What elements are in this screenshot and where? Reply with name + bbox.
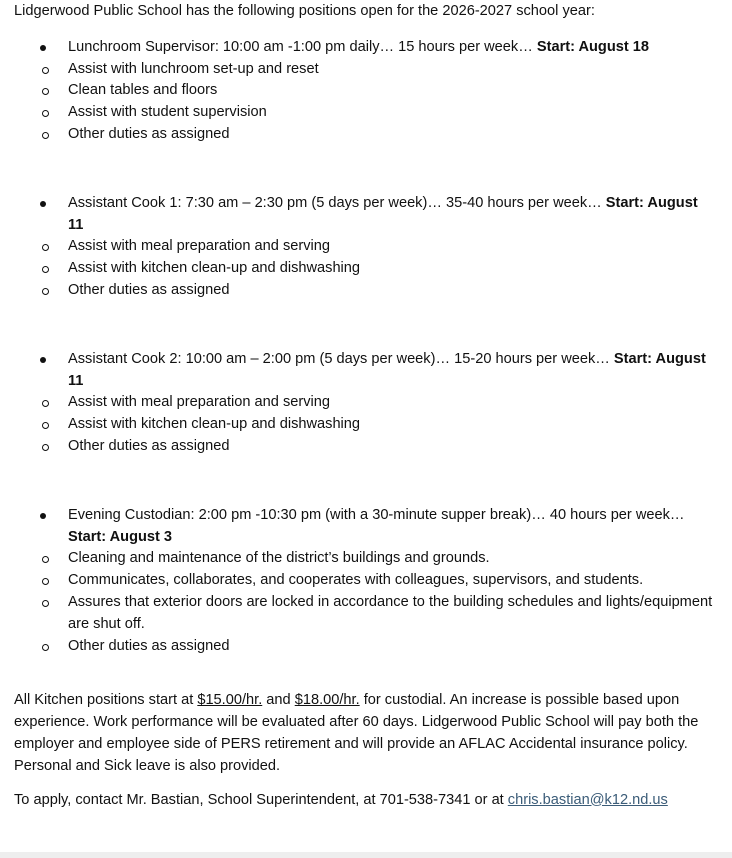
job-line xyxy=(68,37,714,59)
job-assistant-cook-2 xyxy=(14,349,714,393)
duty-item xyxy=(68,414,714,436)
pay-paragraph xyxy=(14,690,714,777)
duty-text: Assist with lunchroom set-up and reset xyxy=(68,60,319,77)
duty-text: Other duties as assigned xyxy=(68,437,230,454)
circle-bullet-icon xyxy=(42,244,49,251)
pay-text: for custodial. An increase is possible based upon experience. Work performance will be evaluated after 60 days. Lidgerwood Public School will pay both the employer and employee side of PERS retirement and will provide an AFLAC Accidental insurance policy. Personal and Sick leave is also provided. xyxy=(14,692,699,774)
duty-item xyxy=(68,592,714,636)
job-desc: Assistant Cook 2: 10:00 am – 2:00 pm (5 days per week)… 15-20 hours per week… xyxy=(68,350,614,367)
bullet-icon xyxy=(40,201,46,207)
circle-bullet-icon xyxy=(42,444,49,451)
bullet-icon xyxy=(40,513,46,519)
duty-text: Assist with meal preparation and serving xyxy=(68,394,331,411)
spacer xyxy=(14,458,714,505)
duty-item xyxy=(68,258,714,280)
duty-text: Clean tables and floors xyxy=(68,82,218,99)
duty-text: Other duties as assigned xyxy=(68,637,230,654)
pay-text: and xyxy=(262,692,295,709)
bullet-icon xyxy=(40,45,46,51)
duty-list xyxy=(14,392,714,457)
duty-text: Assist with kitchen clean-up and dishwashing xyxy=(68,260,361,277)
kitchen-rate: $15.00/hr. xyxy=(197,692,263,709)
circle-bullet-icon xyxy=(42,88,49,95)
job-line xyxy=(68,505,714,549)
job-start: Start: August 11 xyxy=(68,350,706,389)
bullet-icon xyxy=(40,357,46,363)
job-line xyxy=(68,193,714,237)
circle-bullet-icon xyxy=(42,110,49,117)
job-desc: Assistant Cook 1: 7:30 am – 2:30 pm (5 days per week)… 35-40 hours per week… xyxy=(68,194,606,211)
circle-bullet-icon xyxy=(42,600,49,607)
spacer xyxy=(14,302,714,349)
apply-paragraph xyxy=(14,790,714,812)
job-desc: Evening Custodian: 2:00 pm -10:30 pm (with a 30-minute supper break)… 40 hours per week… xyxy=(68,506,685,523)
circle-bullet-icon xyxy=(42,578,49,585)
email-link[interactable]: chris.bastian@k12.nd.us xyxy=(507,791,668,808)
duty-text: Cleaning and maintenance of the district’s buildings and grounds. xyxy=(68,550,490,567)
duty-item xyxy=(68,59,714,81)
duty-text: Other duties as assigned xyxy=(68,125,230,142)
job-start: Start: August 18 xyxy=(536,38,650,55)
duty-text: Assures that exterior doors are locked in accordance to the building schedules and lights/equipment are shut off. xyxy=(68,593,713,632)
page-bottom-edge xyxy=(0,852,732,858)
duty-item xyxy=(68,392,714,414)
pay-text: All Kitchen positions start at xyxy=(14,692,198,709)
duty-text: Assist with student supervision xyxy=(68,104,267,121)
duty-text: Communicates, collaborates, and cooperates with colleagues, supervisors, and students. xyxy=(68,572,644,589)
circle-bullet-icon xyxy=(42,67,49,74)
duty-item xyxy=(68,80,714,102)
duty-item xyxy=(68,236,714,258)
circle-bullet-icon xyxy=(42,288,49,295)
duty-item xyxy=(68,548,714,570)
duty-text: Assist with kitchen clean-up and dishwashing xyxy=(68,416,361,433)
custodial-rate: $18.00/hr. xyxy=(294,692,360,709)
duty-text: Assist with meal preparation and serving xyxy=(68,238,331,255)
job-lunchroom-supervisor xyxy=(14,37,714,59)
duty-item xyxy=(68,636,714,658)
job-start: Start: August 11 xyxy=(68,194,698,233)
duty-item xyxy=(68,102,714,124)
duty-list xyxy=(14,59,714,146)
duty-list xyxy=(14,548,714,657)
posting xyxy=(14,1,714,823)
job-desc: Lunchroom Supervisor: 10:00 am -1:00 pm daily… 15 hours per week… xyxy=(68,38,537,55)
intro-text: Lidgerwood Public School has the following positions open for the 2026-2027 school year: xyxy=(14,3,595,19)
job-start: Start: August 3 xyxy=(68,528,173,545)
job-line xyxy=(68,349,714,393)
circle-bullet-icon xyxy=(42,556,49,563)
apply-text: To apply, contact Mr. Bastian, School Superintendent, at 701-538-7341 or at xyxy=(14,791,508,808)
job-evening-custodian xyxy=(14,505,714,549)
job-assistant-cook-1 xyxy=(14,193,714,237)
duty-text: Other duties as assigned xyxy=(68,281,230,298)
circle-bullet-icon xyxy=(42,400,49,407)
circle-bullet-icon xyxy=(42,422,49,429)
circle-bullet-icon xyxy=(42,266,49,273)
circle-bullet-icon xyxy=(42,132,49,139)
duty-item xyxy=(68,570,714,592)
duty-item xyxy=(68,124,714,146)
duty-item xyxy=(68,280,714,302)
circle-bullet-icon xyxy=(42,644,49,651)
spacer xyxy=(14,146,714,193)
duty-list xyxy=(14,236,714,301)
spacer xyxy=(14,657,714,690)
duty-item xyxy=(68,436,714,458)
